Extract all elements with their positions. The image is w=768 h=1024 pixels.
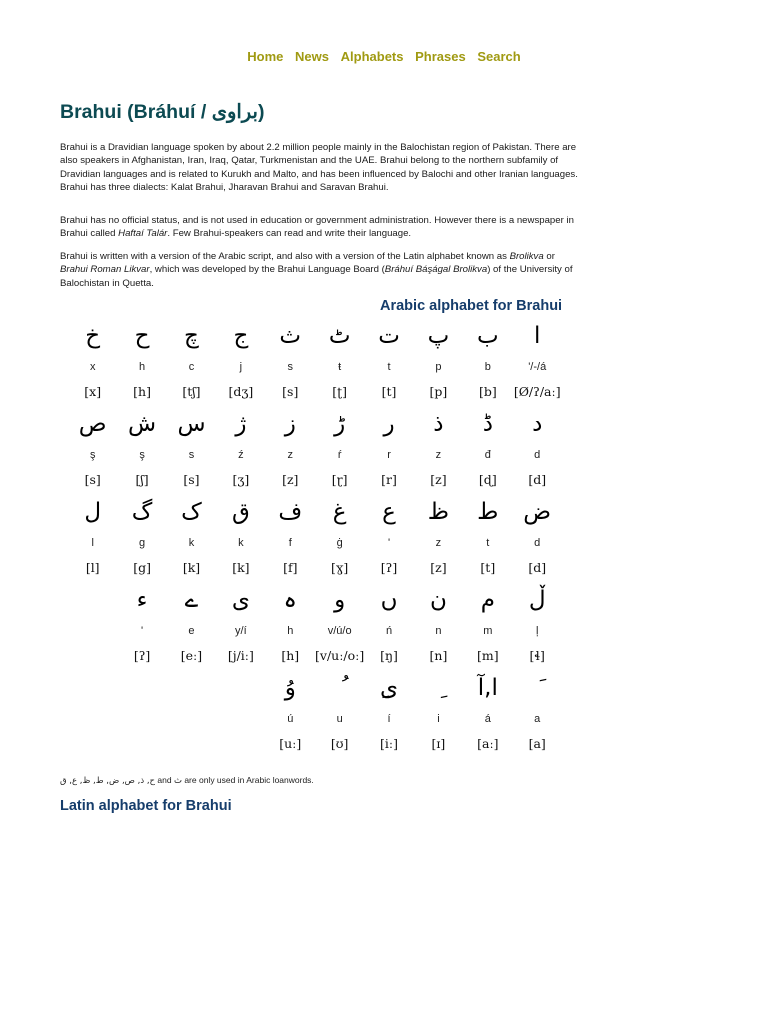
arabic-letter: ِی xyxy=(380,675,399,701)
latin-letter: ŕ xyxy=(337,449,342,461)
ipa-value: [s] xyxy=(84,471,101,487)
arabic-letter xyxy=(414,668,463,708)
ipa-value: [d] xyxy=(528,559,547,575)
latin-letter: ' xyxy=(141,625,144,637)
arabic-letter xyxy=(117,668,166,708)
nav-phrases-link[interactable]: Phrases xyxy=(415,49,466,64)
ipa-value xyxy=(68,730,117,756)
arabic-letter: ص xyxy=(78,411,107,437)
arabic-letter: ح xyxy=(134,323,150,349)
ipa-value: [h] xyxy=(281,647,300,663)
ipa-value: [ʈ] xyxy=(332,383,348,399)
arabic-letter: ق xyxy=(231,499,250,525)
nav-search-link[interactable]: Search xyxy=(477,49,521,64)
arabic-letter: ل xyxy=(84,499,102,525)
arabic-letter: خ xyxy=(85,323,101,349)
ipa-value: [h] xyxy=(133,383,151,399)
status-paragraph xyxy=(60,214,580,241)
ipa-value: [Ø/ʔ/aː] xyxy=(513,383,561,399)
ipa-value: [tʃ] xyxy=(182,383,201,399)
alphabet-arabic-row xyxy=(68,580,562,620)
arabic-letter: ض xyxy=(523,499,552,525)
brolikva-term: Brolikva xyxy=(509,251,544,262)
arabic-letter: ز xyxy=(284,411,296,437)
latin-letter: s xyxy=(188,449,195,461)
latin-letter xyxy=(216,708,265,730)
latin-letter: ş xyxy=(89,449,96,461)
latin-letter: á xyxy=(484,713,491,725)
ipa-value: [a] xyxy=(528,735,546,751)
arabic-letter: ڵ xyxy=(528,587,546,613)
latin-letter: c xyxy=(188,361,195,373)
latin-letter: ġ xyxy=(336,537,343,549)
latin-letter: d xyxy=(534,449,541,461)
language-board-term: Bráhuí Báşágal Brolikva xyxy=(384,264,488,276)
status-text-b: . Few Brahui-speakers can read and write their language. xyxy=(167,228,412,240)
ipa-value: [ɽ] xyxy=(331,471,348,487)
latin-letter: e xyxy=(188,625,195,637)
alphabet-latin-row xyxy=(68,532,562,554)
ipa-value: [ʃ] xyxy=(135,471,149,487)
arabic-letter: ء xyxy=(136,587,148,613)
latin-letter: ń xyxy=(385,625,393,637)
latin-letter: í xyxy=(387,713,391,725)
loanwords-letters: ح, ذ, ص, ض, ط, ظ, ع, ق xyxy=(60,776,156,786)
arabic-letter: چ xyxy=(184,323,199,349)
arabic-letter: ڈ xyxy=(482,411,493,437)
ipa-value: [ɖ] xyxy=(478,471,497,487)
latin-letter: k xyxy=(238,537,244,549)
latin-letter: n xyxy=(435,625,442,637)
ipa-value: [dʒ] xyxy=(228,383,254,399)
status-text-a: Brahui has no official status, and is not used in education or government administration. However there is a newspaper in Brahui called xyxy=(60,215,574,240)
arabic-letter: ڑ xyxy=(334,411,346,437)
ipa-value: [p] xyxy=(429,383,448,399)
latin-letter xyxy=(68,708,117,730)
arabic-letter: ے xyxy=(184,587,199,613)
arabic-letter: ظ xyxy=(427,499,450,525)
arabic-letter: پ xyxy=(427,323,450,349)
ipa-value: [s] xyxy=(282,383,299,399)
latin-letter: ŧ xyxy=(338,361,342,373)
latin-letter xyxy=(167,708,216,730)
latin-letter: v/ú/o xyxy=(327,625,352,637)
latin-letter: x xyxy=(89,361,96,373)
arabic-letter: م xyxy=(480,587,495,613)
alphabet-ipa-row xyxy=(68,378,562,404)
latin-letter: b xyxy=(484,361,491,373)
arabic-letter: ت xyxy=(378,323,400,349)
script-text-c: , which was developed by the Brahui Language Board ( xyxy=(149,264,385,276)
arabic-letter: د xyxy=(532,411,543,437)
latin-letter: a xyxy=(534,713,541,725)
ipa-value: [s] xyxy=(183,471,200,487)
top-nav xyxy=(0,49,768,64)
arabic-letter: ن xyxy=(429,587,447,613)
arabic-letter xyxy=(216,668,265,708)
arabic-letter: ج xyxy=(233,323,249,349)
latin-letter: p xyxy=(435,361,442,373)
alphabet-ipa-row xyxy=(68,730,562,756)
ipa-value: [t] xyxy=(381,383,397,399)
latin-letter: đ xyxy=(484,449,491,461)
arabic-letter: ش xyxy=(128,411,157,437)
intro-paragraph: Brahui is a Dravidian language spoken by about 2.2 million people mainly in the Balochistan region of Pakistan. There are also speakers in Afghanistan, Iran, Iraq, Qatar, Turkmenistan and the UAE. Brahui belong to the northern subfamily of Dravidian languages and is related to Kurukh and Malto, and has been influenced by Balochi and other Iranian languages. Brahui has three dialects: Kalat Brahui, Jharavan Brahui and Saravan Brahui. xyxy=(60,142,578,193)
latin-letter: m xyxy=(483,625,493,637)
latin-letter: u xyxy=(336,713,343,725)
latin-letter: r xyxy=(387,449,391,461)
latin-letter: h xyxy=(139,361,146,373)
ipa-value: [z] xyxy=(282,471,299,487)
nav-news-link[interactable]: News xyxy=(295,49,330,64)
alphabet-latin-row xyxy=(68,708,562,730)
arabic-letter: ی xyxy=(231,587,250,613)
roman-likvar-term: Brahui Roman Likvar xyxy=(60,264,150,276)
latin-letter: f xyxy=(288,537,292,549)
latin-letter xyxy=(68,620,117,642)
ipa-value: [d] xyxy=(528,471,547,487)
arabic-letter: ژ xyxy=(235,411,247,437)
alphabet-ipa-row xyxy=(68,554,562,580)
newspaper-name: Haftaí Talár xyxy=(118,228,168,240)
arabic-letter xyxy=(513,668,562,708)
latin-letter: z xyxy=(287,449,293,461)
ipa-value xyxy=(68,642,117,668)
ipa-value: [ɬ] xyxy=(529,647,545,663)
arabic-letter: ا xyxy=(534,323,541,349)
ipa-value xyxy=(216,730,265,756)
ipa-value: [z] xyxy=(430,559,447,575)
arabic-letter: ہ xyxy=(283,587,297,613)
arabic-letter: و xyxy=(334,587,346,613)
latin-letter: y/í xyxy=(235,625,247,637)
ipa-value xyxy=(167,730,216,756)
alphabet-ipa-row xyxy=(68,466,562,492)
alphabet-arabic-row xyxy=(68,492,562,532)
arabic-letter: ف xyxy=(278,499,303,525)
arabic-letter: س xyxy=(177,411,206,437)
ipa-value: [aː] xyxy=(477,735,499,751)
arabic-letter: وُ xyxy=(284,675,296,701)
ipa-value: [ʔ] xyxy=(133,647,151,663)
latin-letter: z xyxy=(435,449,442,461)
ipa-value: [l] xyxy=(85,559,100,575)
script-paragraph xyxy=(60,250,580,290)
alphabet-ipa-row xyxy=(68,642,562,668)
arabic-letter xyxy=(315,668,364,708)
latin-letter: '/-/á xyxy=(528,361,547,373)
ipa-value: [uː] xyxy=(279,735,302,751)
latin-letter: l xyxy=(91,537,94,549)
loanwords-text: and ث are only used in Arabic loanwords. xyxy=(155,775,314,785)
latin-letter: t xyxy=(387,361,391,373)
script-text-a: Brahui is written with a version of the Arabic script, and also with a version of the Latin alphabet known as xyxy=(60,251,510,262)
script-text-b: or xyxy=(543,251,555,262)
ipa-value: [ŋ] xyxy=(380,647,398,663)
alphabet-latin-row xyxy=(68,620,562,642)
ipa-value: [z] xyxy=(430,471,447,487)
latin-letter: g xyxy=(139,537,146,549)
ipa-value: [t] xyxy=(480,559,496,575)
ipa-value: [iː] xyxy=(380,735,399,751)
ipa-value: [j/iː] xyxy=(227,647,254,663)
ipa-value: [eː] xyxy=(180,647,203,663)
arabic-letter: ں xyxy=(380,587,398,613)
ipa-value: [b] xyxy=(478,383,497,399)
ipa-value: [ɪ] xyxy=(431,735,446,751)
ipa-value: [ɣ] xyxy=(331,559,349,575)
latin-letter: j xyxy=(239,361,243,373)
latin-letter: s xyxy=(287,361,293,373)
latin-letter: ļ xyxy=(535,625,539,637)
arabic-letter xyxy=(68,668,117,708)
arabic-letter: ا,آ xyxy=(477,675,498,701)
alphabet-arabic-row xyxy=(68,404,562,444)
arabic-letter: ک xyxy=(181,499,202,525)
ipa-value: [r] xyxy=(381,471,397,487)
ipa-value: [m] xyxy=(477,647,499,663)
ipa-value: [n] xyxy=(429,647,448,663)
ipa-value: [g] xyxy=(133,559,151,575)
script-text-d: ) of the University of Balochistan in Quetta. xyxy=(60,264,573,289)
arabic-letter: ر xyxy=(383,411,395,437)
ipa-value: [ʔ] xyxy=(380,559,398,575)
latin-letter: ú xyxy=(287,713,294,725)
latin-letter: ź xyxy=(238,449,244,461)
ipa-value: [v/uː/oː] xyxy=(315,647,365,663)
arabic-letter: ط xyxy=(477,499,499,525)
alphabet-arabic-row xyxy=(68,668,562,708)
latin-letter: z xyxy=(435,537,442,549)
arabic-alphabet-heading: Arabic alphabet for Brahui xyxy=(380,298,563,314)
latin-letter: ş xyxy=(139,449,145,461)
nav-alphabets-link[interactable]: Alphabets xyxy=(340,49,404,64)
alphabet-latin-row xyxy=(68,444,562,466)
arabic-letter xyxy=(167,668,216,708)
alphabet-latin-row xyxy=(68,356,562,378)
nav-home-link[interactable]: Home xyxy=(247,49,284,64)
arabic-letter: ب xyxy=(476,323,499,349)
ipa-value: [k] xyxy=(182,559,201,575)
ipa-value: [ʊ] xyxy=(330,735,349,751)
arabic-letter: ٹ xyxy=(328,323,351,349)
arabic-letter: ث xyxy=(279,323,302,349)
ipa-value xyxy=(117,730,166,756)
arabic-letter: غ xyxy=(332,499,347,525)
alphabet-arabic-row xyxy=(68,316,562,356)
loanwords-note xyxy=(60,775,314,786)
arabic-letter: ع xyxy=(382,499,396,525)
latin-alphabet-heading: Latin alphabet for Brahui xyxy=(60,798,232,814)
arabic-letter xyxy=(68,580,117,620)
ipa-value: [ʒ] xyxy=(232,471,250,487)
ipa-value: [f] xyxy=(283,559,298,575)
latin-letter: i xyxy=(437,713,440,725)
page-title: Brahui (Bráhuí / براوی) xyxy=(60,101,265,123)
latin-letter: d xyxy=(534,537,541,549)
latin-letter: k xyxy=(188,537,195,549)
latin-letter xyxy=(117,708,166,730)
arabic-letter: ذ xyxy=(433,411,444,437)
latin-letter: h xyxy=(287,625,294,637)
ipa-value: [k] xyxy=(232,559,250,575)
arabic-letter: گ xyxy=(131,499,153,525)
ipa-value: [x] xyxy=(84,383,102,399)
latin-letter: ' xyxy=(387,537,391,549)
latin-letter: t xyxy=(486,537,490,549)
arabic-alphabet-table xyxy=(68,316,562,756)
